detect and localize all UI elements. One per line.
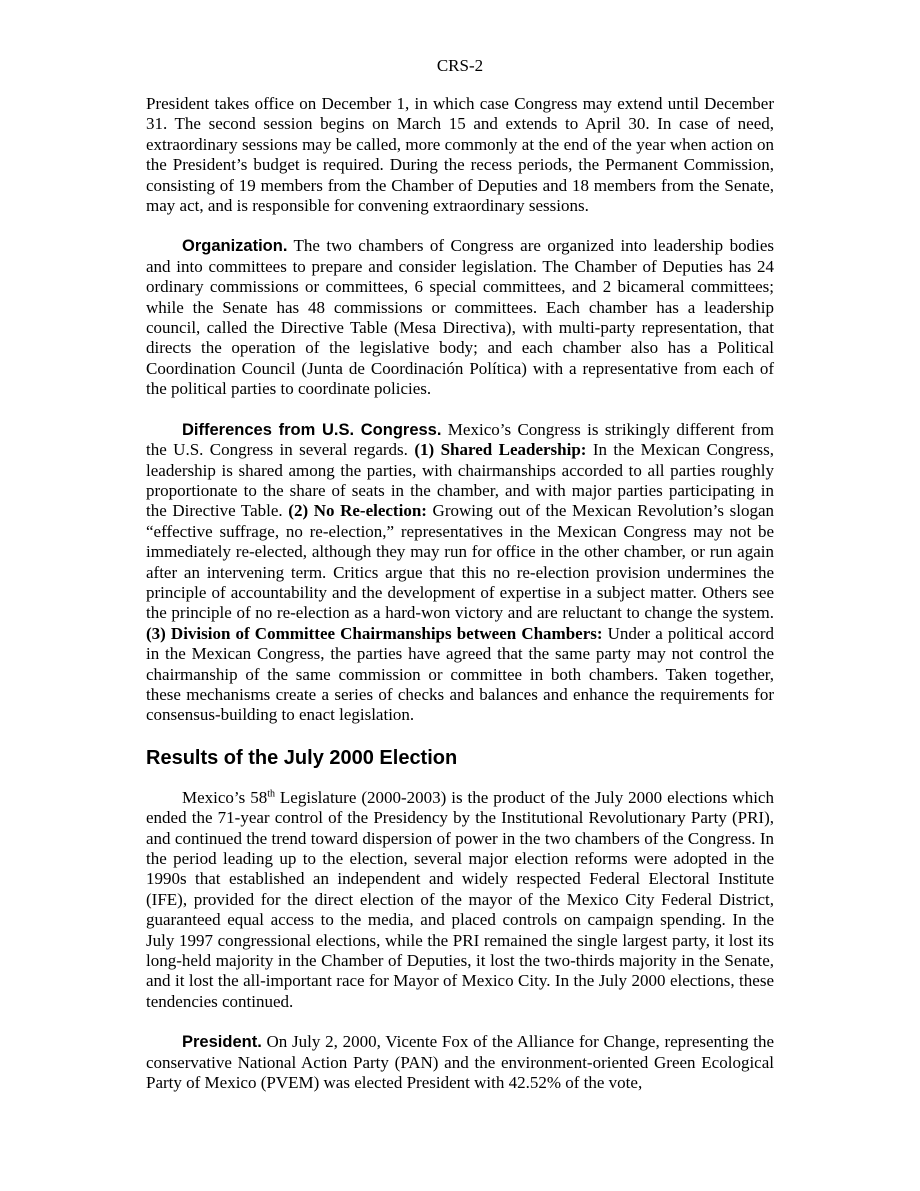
ordinal-superscript: th	[267, 788, 275, 800]
shared-leadership-text: In the Mexican Congress, leadership is shared among the parties, with chairmanships accorded to all parties roughly proportionate to the share of seats in the chamber, and with major parties participating in the Directive Table.	[146, 440, 775, 521]
results-text-start: Mexico’s 58	[182, 787, 268, 807]
president-text: On July 2, 2000, Vicente Fox of the Alliance for Change, representing the conservative National Action Party (PAN) and the environment-oriented Green Ecological Party of Mexico (PVEM) was elected President with 42.52% of the vote,	[146, 1032, 774, 1093]
section-heading: Results of the July 2000 Election	[146, 746, 458, 769]
differences-heading: Differences from U.S. Congress.	[182, 420, 442, 439]
organization-heading: Organization.	[182, 237, 288, 256]
no-reelection-text: Growing out of the Mexican Revolution’s slogan “effective suffrage, no re-election,” representatives in the Mexican Congress may not be immediately re-elected, although they may run for office in the other chamber, or run again after an intervening term. Critics argue that this no re-election provision undermines the principle of accountability and the development of expertise in a subject matter. Others see the principle of no re-election as a hard-won victory and are reluctant to change the system.	[146, 501, 775, 623]
page-number: CRS-2	[436, 56, 484, 75]
session-paragraph	[146, 94, 774, 216]
no-reelection-label: (2) No Re-election:	[288, 501, 427, 521]
differences-paragraph	[146, 420, 774, 726]
chairmanship-division-text: Under a political accord in the Mexican Congress, the parties have agreed that the same party may not control the chairmanship of the same commission or committee in both chambers. Taken together, these mechanisms create a series of checks and balances and enhance the requirements for consensus-building to enact legislation.	[146, 623, 774, 725]
organization-text: The two chambers of Congress are organized into leadership bodies and into committees to prepare and consider legislation. The Chamber of Deputies has 24 ordinary commissions or committees, 6 special committees, and 2 bicameral committees; while the Senate has 48 commissions or committees. Each chamber has a leadership council, called the Directive Table (Mesa Directiva), with multi-party representation, that directs the operation of the legislative body; and each chamber also has a Political Coordination Council (Junta de Coordinación Política) with a representative from each of the political parties to coordinate policies.	[146, 236, 774, 399]
president-heading: President.	[182, 1033, 262, 1052]
document-body	[146, 94, 774, 1093]
session-text: President takes office on December 1, in which case Congress may extend until December 31. The second session begins on March 15 and extends to April 30. In case of need, extraordinary sessions may be called, more commonly at the end of the year when action on the President’s budget is required. During the recess periods, the Permanent Commission, consisting of 19 members from the Chamber of Deputies and 18 members from the Senate, may act, and is responsible for convening extraordinary sessions.	[146, 94, 774, 216]
organization-paragraph	[146, 236, 774, 399]
chairmanship-division-label: (3) Division of Committee Chairmanships between Chambers:	[146, 623, 603, 643]
president-paragraph	[146, 1032, 774, 1093]
differences-intro: Mexico’s Congress is strikingly different from the U.S. Congress in several regards.	[146, 419, 774, 460]
results-paragraph	[146, 788, 774, 1012]
shared-leadership-label: (1) Shared Leadership:	[414, 440, 587, 460]
results-text-rest: Legislature (2000-2003) is the product of the July 2000 elections which ended the 71-year control of the Presidency by the Institutional Revolutionary Party (PRI), and continued the trend toward dispersion of power in the two chambers of the Congress. In the period leading up to the election, several major election reforms were adopted in the 1990s that established an independent and widely respected Federal Electoral Institute (IFE), provided for the direct election of the mayor of the Mexico City Federal District, guaranteed equal access to the media, and placed controls on campaign spending. In the July 1997 congressional elections, while the PRI remained the single largest party, it lost its long-held majority in the Chamber of Deputies, it lost the two-thirds majority in the Senate, and it lost the all-important race for Mayor of Mexico City. In the July 2000 elections, these tendencies continued.	[146, 787, 774, 1011]
